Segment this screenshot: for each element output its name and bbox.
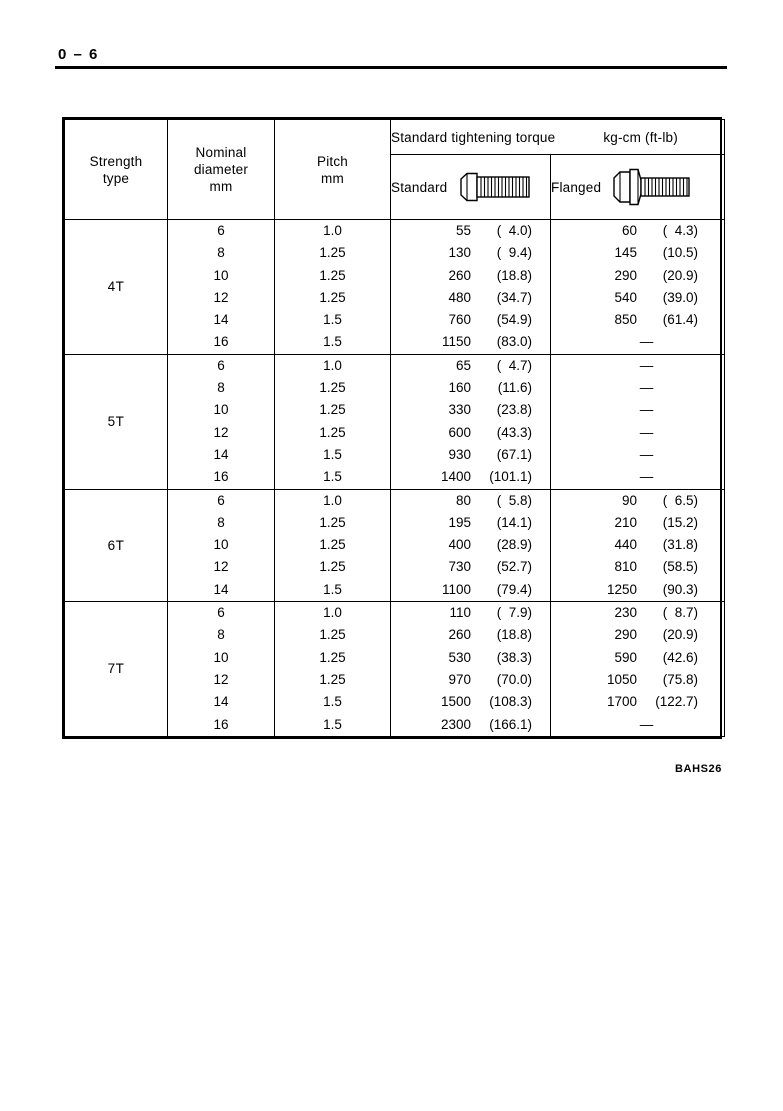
- standard-torque-value: [391, 579, 550, 601]
- pitch-value: 1.5: [323, 581, 342, 597]
- pitch-cell: [275, 354, 391, 489]
- pitch-cell: [275, 489, 391, 601]
- torque-ftlb: (108.3): [489, 694, 532, 710]
- torque-ftlb: ( 4.3): [662, 223, 698, 238]
- flanged-torque-value: [551, 242, 724, 264]
- torque-ftlb: ( 8.7): [662, 605, 698, 621]
- flanged-torque-value: [551, 377, 724, 399]
- standard-torque-value: [391, 287, 550, 309]
- pitch-value: 1.0: [323, 605, 342, 621]
- standard-bolt-label: Standard: [391, 179, 448, 195]
- strength-type-cell: 7T: [65, 602, 168, 737]
- nominal-diameter-unit: mm: [209, 179, 233, 194]
- not-applicable-dash: —: [639, 334, 654, 350]
- flanged-hex-bolt-icon: [611, 167, 695, 207]
- torque-ftlb: ( 6.5): [662, 492, 698, 508]
- strength-type-line2: type: [102, 170, 130, 186]
- nominal-diameter-cell: [168, 602, 275, 737]
- diameter-value: 12: [213, 424, 229, 440]
- standard-torque-value: [391, 309, 550, 331]
- torque-kgcm: 130: [448, 245, 471, 261]
- flanged-torque-value: [551, 422, 724, 444]
- diameter-value: 8: [217, 245, 225, 261]
- pitch-value: 1.25: [319, 267, 346, 283]
- torque-kgcm: 1250: [606, 581, 637, 597]
- torque-ftlb: (70.0): [496, 671, 532, 687]
- pitch-value: 1.25: [319, 559, 346, 575]
- flanged-torque-cell: [551, 602, 725, 737]
- torque-kgcm: 65: [455, 357, 471, 373]
- torque-ftlb: (122.7): [655, 694, 698, 710]
- flanged-torque-value: [551, 220, 724, 242]
- torque-kgcm: 850: [614, 312, 637, 328]
- nominal-diameter-cell: [168, 489, 275, 601]
- standard-torque-value: [391, 534, 550, 556]
- standard-torque-value: [391, 602, 550, 624]
- torque-kgcm: 1100: [441, 581, 471, 597]
- page-number: 0 – 6: [58, 46, 99, 63]
- diameter-value: 10: [213, 402, 229, 418]
- standard-torque-value: [391, 647, 550, 669]
- standard-torque-value: [391, 466, 550, 488]
- column-header-strength-type: [65, 120, 168, 220]
- torque-ftlb: ( 4.0): [496, 223, 532, 238]
- torque-ftlb: (52.7): [496, 559, 532, 575]
- torque-kgcm: 1700: [606, 694, 637, 710]
- column-header-nominal-diameter: [168, 120, 275, 220]
- torque-ftlb: (166.1): [489, 716, 532, 732]
- diameter-value: 8: [217, 514, 225, 530]
- torque-kgcm: 160: [448, 380, 471, 396]
- standard-torque-cell: [391, 489, 551, 601]
- diameter-value: 12: [213, 671, 229, 687]
- standard-torque-value: [391, 691, 550, 713]
- pitch-value: 1.5: [323, 469, 342, 485]
- nominal-diameter-line2: diameter: [193, 162, 249, 177]
- not-applicable-dash: —: [639, 469, 654, 485]
- torque-kgcm: 110: [449, 605, 471, 621]
- standard-torque-cell: [391, 354, 551, 489]
- flanged-torque-value: [551, 556, 724, 578]
- not-applicable-dash: —: [639, 380, 654, 396]
- flanged-torque-value: [551, 624, 724, 646]
- pitch-value: 1.25: [319, 380, 346, 396]
- torque-ftlb: ( 5.8): [496, 492, 532, 508]
- nominal-diameter-cell: [168, 220, 275, 355]
- pitch-value: 1.25: [319, 649, 346, 665]
- pitch-value: 1.25: [319, 402, 346, 418]
- diameter-value: 6: [217, 492, 225, 508]
- torque-ftlb: (23.8): [496, 402, 532, 418]
- flanged-torque-value: [551, 512, 724, 534]
- torque-kgcm: 480: [448, 289, 471, 305]
- strength-type-line1: Strength: [89, 153, 143, 169]
- hex-bolt-icon: [457, 170, 535, 204]
- page-header: [55, 46, 727, 69]
- standard-torque-value: [391, 512, 550, 534]
- flanged-torque-value: [551, 602, 724, 624]
- pitch-value: 1.25: [319, 424, 346, 440]
- torque-ftlb: (34.7): [496, 289, 532, 305]
- pitch-cell: [275, 220, 391, 355]
- flanged-torque-value: [551, 355, 724, 377]
- flanged-torque-value: [551, 265, 724, 287]
- torque-ftlb: (28.9): [496, 537, 532, 553]
- column-header-pitch: [275, 120, 391, 220]
- torque-kgcm: 210: [614, 514, 637, 530]
- torque-ftlb: (83.0): [496, 334, 532, 350]
- pitch-unit: mm: [321, 170, 344, 186]
- pitch-value: 1.25: [319, 245, 346, 261]
- pitch-value: 1.25: [319, 671, 346, 687]
- torque-kgcm: 145: [614, 245, 637, 261]
- torque-kgcm: 1400: [440, 469, 471, 485]
- torque-kgcm: 540: [614, 289, 637, 305]
- flanged-torque-value: [551, 490, 724, 512]
- pitch-value: 1.25: [319, 537, 346, 553]
- standard-torque-value: [391, 422, 550, 444]
- standard-torque-value: [391, 242, 550, 264]
- diameter-value: 8: [217, 627, 225, 643]
- flanged-torque-value: [551, 714, 724, 736]
- torque-ftlb: (58.5): [662, 559, 698, 575]
- nominal-diameter-line1: Nominal: [195, 145, 247, 160]
- pitch-value: 1.0: [323, 357, 342, 373]
- pitch-value: 1.5: [323, 716, 342, 732]
- torque-ftlb: (18.8): [496, 267, 532, 283]
- flanged-torque-cell: [551, 220, 725, 355]
- diameter-value: 6: [217, 223, 225, 238]
- pitch-value: 1.5: [323, 446, 342, 462]
- diameter-value: 14: [213, 312, 229, 328]
- standard-torque-value: [391, 556, 550, 578]
- strength-group-row: [65, 220, 725, 355]
- flanged-torque-value: [551, 647, 724, 669]
- standard-torque-value: [391, 669, 550, 691]
- torque-kgcm: 290: [614, 267, 637, 283]
- diameter-value: 10: [213, 267, 229, 283]
- strength-group-row: [65, 354, 725, 489]
- torque-ftlb: (75.8): [662, 671, 698, 687]
- torque-kgcm: 2300: [440, 716, 471, 732]
- column-header-flanged-bolt: [551, 155, 725, 220]
- column-header-tightening-torque: [391, 120, 725, 155]
- column-header-standard-bolt: [391, 155, 551, 220]
- flanged-torque-value: [551, 691, 724, 713]
- torque-ftlb: (79.4): [496, 581, 532, 597]
- standard-torque-value: [391, 624, 550, 646]
- flanged-torque-cell: [551, 354, 725, 489]
- flanged-torque-value: [551, 579, 724, 601]
- header-rule: [55, 66, 727, 69]
- diameter-value: 6: [217, 357, 225, 373]
- pitch-value: 1.5: [323, 334, 342, 350]
- not-applicable-dash: —: [639, 716, 654, 732]
- diameter-value: 12: [213, 559, 229, 575]
- torque-units: kg-cm (ft-lb): [603, 129, 678, 145]
- not-applicable-dash: —: [639, 402, 654, 418]
- standard-torque-value: [391, 490, 550, 512]
- strength-type-cell: 4T: [65, 220, 168, 355]
- diameter-value: 16: [213, 716, 229, 732]
- pitch-value: 1.5: [323, 312, 342, 328]
- not-applicable-dash: —: [639, 357, 654, 373]
- flanged-torque-value: [551, 669, 724, 691]
- torque-kgcm: 1050: [606, 671, 637, 687]
- standard-torque-value: [391, 399, 550, 421]
- torque-ftlb: (18.8): [496, 627, 532, 643]
- standard-torque-value: [391, 265, 550, 287]
- not-applicable-dash: —: [639, 424, 654, 440]
- standard-torque-cell: [391, 602, 551, 737]
- pitch-value: 1.25: [319, 514, 346, 530]
- torque-ftlb: (14.1): [496, 514, 532, 530]
- diameter-value: 16: [213, 334, 229, 350]
- torque-kgcm: 230: [614, 605, 637, 621]
- standard-torque-value: [391, 377, 550, 399]
- torque-ftlb: (43.3): [496, 424, 532, 440]
- torque-kgcm: 810: [614, 559, 637, 575]
- strength-group-row: [65, 489, 725, 601]
- diameter-value: 8: [217, 380, 225, 396]
- nominal-diameter-cell: [168, 354, 275, 489]
- torque-ftlb: ( 4.7): [496, 357, 532, 373]
- torque-ftlb: (54.9): [496, 312, 532, 328]
- strength-group-row: [65, 602, 725, 737]
- torque-ftlb: (31.8): [662, 537, 698, 553]
- torque-kgcm: 590: [614, 649, 637, 665]
- torque-ftlb: (10.5): [662, 245, 698, 261]
- not-applicable-dash: —: [639, 446, 654, 462]
- torque-kgcm: 970: [448, 671, 471, 687]
- torque-kgcm: 80: [455, 492, 471, 508]
- torque-kgcm: 90: [621, 492, 637, 508]
- torque-kgcm: 260: [448, 627, 471, 643]
- pitch-value: 1.25: [319, 289, 346, 305]
- torque-ftlb: (39.0): [662, 289, 698, 305]
- torque-ftlb: (90.3): [662, 581, 698, 597]
- standard-torque-value: [391, 714, 550, 736]
- torque-kgcm: 730: [448, 559, 471, 575]
- torque-ftlb: (20.9): [662, 267, 698, 283]
- strength-type-cell: 5T: [65, 354, 168, 489]
- torque-kgcm: 400: [448, 537, 471, 553]
- flanged-bolt-label: Flanged: [551, 179, 602, 195]
- torque-kgcm: 930: [448, 446, 471, 462]
- torque-ftlb: (20.9): [662, 627, 698, 643]
- pitch-value: 1.0: [323, 492, 342, 508]
- standard-torque-value: [391, 444, 550, 466]
- flanged-torque-value: [551, 287, 724, 309]
- table-header-row-top: [65, 120, 725, 155]
- torque-kgcm: 440: [614, 537, 637, 553]
- torque-kgcm: 600: [448, 424, 471, 440]
- torque-kgcm: 60: [621, 223, 637, 238]
- torque-ftlb: ( 7.9): [496, 605, 532, 621]
- torque-title: Standard tightening torque: [391, 129, 556, 145]
- diameter-value: 6: [217, 605, 225, 621]
- pitch-cell: [275, 602, 391, 737]
- diameter-value: 14: [213, 446, 229, 462]
- table-body: [65, 220, 725, 737]
- torque-ftlb: (11.6): [497, 380, 532, 396]
- figure-reference-code: BAHS26: [674, 763, 722, 775]
- standard-torque-cell: [391, 220, 551, 355]
- torque-ftlb: (101.1): [489, 469, 532, 485]
- torque-ftlb: (38.3): [496, 649, 532, 665]
- flanged-torque-value: [551, 534, 724, 556]
- diameter-value: 10: [213, 537, 229, 553]
- diameter-value: 16: [213, 469, 229, 485]
- torque-kgcm: 290: [614, 627, 637, 643]
- diameter-value: 10: [213, 649, 229, 665]
- flanged-torque-value: [551, 331, 724, 353]
- flanged-torque-value: [551, 309, 724, 331]
- flanged-torque-value: [551, 466, 724, 488]
- torque-kgcm: 1500: [440, 694, 471, 710]
- torque-kgcm: 55: [455, 223, 471, 238]
- strength-type-cell: 6T: [65, 489, 168, 601]
- diameter-value: 14: [213, 694, 229, 710]
- flanged-torque-value: [551, 444, 724, 466]
- torque-ftlb: (67.1): [496, 446, 532, 462]
- pitch-line1: Pitch: [316, 153, 348, 169]
- torque-kgcm: 260: [448, 267, 471, 283]
- torque-ftlb: (15.2): [662, 514, 698, 530]
- pitch-value: 1.25: [319, 627, 346, 643]
- torque-ftlb: ( 9.4): [496, 245, 532, 261]
- flanged-torque-value: [551, 399, 724, 421]
- torque-ftlb: (42.6): [662, 649, 698, 665]
- standard-torque-value: [391, 331, 550, 353]
- pitch-value: 1.0: [323, 223, 342, 238]
- diameter-value: 12: [213, 289, 229, 305]
- torque-kgcm: 195: [448, 514, 471, 530]
- standard-torque-value: [391, 220, 550, 242]
- torque-kgcm: 530: [448, 649, 471, 665]
- torque-kgcm: 760: [448, 312, 471, 328]
- torque-specification-table: [62, 117, 722, 739]
- diameter-value: 14: [213, 581, 229, 597]
- torque-ftlb: (61.4): [662, 312, 698, 328]
- torque-kgcm: 330: [448, 402, 471, 418]
- torque-kgcm: 1150: [441, 334, 471, 350]
- standard-torque-value: [391, 355, 550, 377]
- pitch-value: 1.5: [323, 694, 342, 710]
- flanged-torque-cell: [551, 489, 725, 601]
